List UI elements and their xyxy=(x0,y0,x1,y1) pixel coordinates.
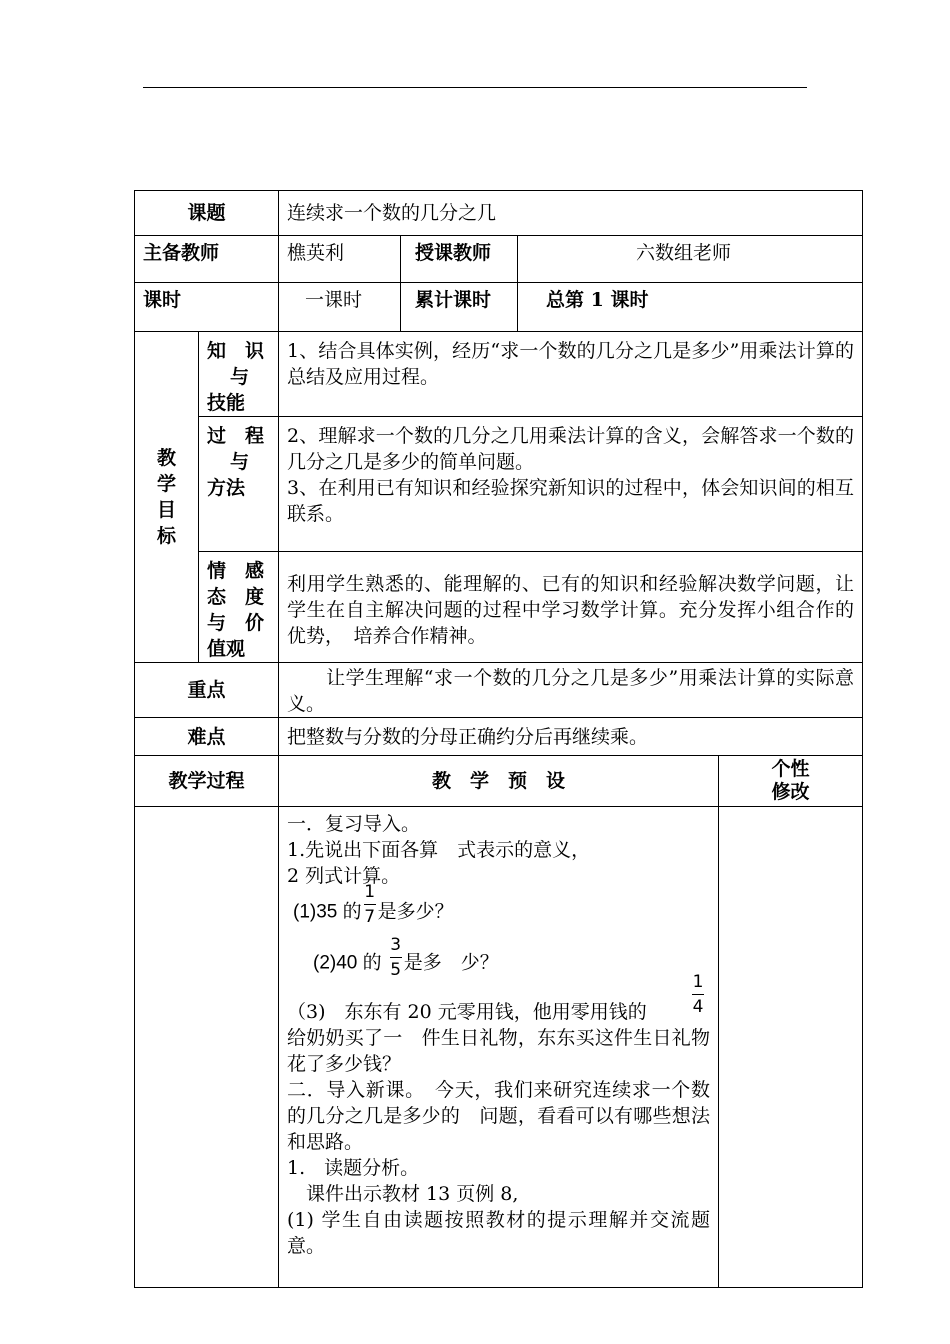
goal-row-knowledge xyxy=(135,332,863,417)
goal-sub-line: 与 xyxy=(230,451,250,473)
goal-text-process xyxy=(279,417,863,552)
goal-sub-line: 与 价 xyxy=(207,612,265,634)
goal-text-line: 2、理解求一个数的几分之几用乘法计算的含义，会解答求一个数的几分之几是多少的简单问题。 xyxy=(287,425,855,473)
process-line: 一．复习导入。 xyxy=(287,813,421,835)
process-header-row xyxy=(135,756,863,807)
question-2-suffix: 是多 少？ xyxy=(403,951,499,974)
personal-modify-cell xyxy=(719,807,863,1288)
goals-label-char: 目 xyxy=(156,499,176,521)
lesson-plan-table xyxy=(134,190,863,1288)
design-label: 教 学 预 设 xyxy=(279,756,719,807)
question-1 xyxy=(287,882,710,934)
goal-sub-line: 与 xyxy=(230,366,250,388)
difficulty-row xyxy=(135,718,863,756)
difficulty-label: 难点 xyxy=(135,718,279,756)
topic-label: 课题 xyxy=(135,191,279,236)
process-body-row xyxy=(135,807,863,1288)
process-line: (1) 学生自由读题按照教材的提示理解并交流题意。 xyxy=(287,1209,711,1257)
goal-text-knowledge: 1、结合具体实例，经历“求一个数的几分之几是多少”用乘法计算的总结及应用过程。 xyxy=(279,332,863,417)
fraction-1-7 xyxy=(364,883,376,926)
key-point-row xyxy=(135,663,863,718)
goal-sub-line: 过 程 xyxy=(207,425,265,447)
question-3-line: （3) 东东有 20 元零用钱，他用零用钱的 xyxy=(287,1001,647,1023)
fraction-numerator: 3 xyxy=(390,935,402,955)
goal-sub-line: 值观 xyxy=(207,638,246,660)
question-2 xyxy=(287,935,710,985)
topic-value: 连续求一个数的几分之几 xyxy=(279,191,863,236)
difficulty-text: 把整数与分数的分母正确约分后再继续乘。 xyxy=(279,718,863,756)
teaching-teacher-label: 授课教师 xyxy=(401,236,518,283)
main-teacher-value: 樵英利 xyxy=(279,236,401,283)
goal-sub-line: 技能 xyxy=(207,392,246,414)
goal-row-process xyxy=(135,417,863,552)
goal-sub-line: 知 识 xyxy=(207,340,265,362)
goal-sub-process xyxy=(199,417,279,552)
personal-modify-label xyxy=(719,756,863,807)
goals-label-char: 学 xyxy=(156,473,176,495)
fraction-denominator: 4 xyxy=(692,997,704,1017)
teaching-teacher-value: 六数组老师 xyxy=(518,236,863,283)
fraction-1-4 xyxy=(692,973,704,1016)
process-line: 2 列式计算。 xyxy=(287,865,401,887)
question-1-prefix: (1)35 的 xyxy=(293,901,362,923)
process-left-cell xyxy=(135,807,279,1288)
hours-label: 课时 xyxy=(135,283,279,332)
goals-label-char: 教 xyxy=(156,447,176,469)
question-1-suffix: 是多少？ xyxy=(377,900,454,923)
goal-text-attitude: 利用学生熟悉的、能理解的、已有的知识和经验解决数学问题，让学生在自主解决问题的过程中学习数学计算。充分发挥小组合作的优势， 培养合作精神。 xyxy=(279,552,863,663)
personal-modify-line: 修改 xyxy=(771,781,810,803)
goals-label-char: 标 xyxy=(156,525,176,547)
process-line: 1. 读题分析。 xyxy=(287,1157,420,1179)
question-3 xyxy=(287,972,711,1077)
goal-row-attitude xyxy=(135,552,863,663)
goals-label xyxy=(135,332,199,663)
key-point-label: 重点 xyxy=(135,663,279,718)
goal-sub-knowledge xyxy=(199,332,279,417)
key-point-text: 让学生理解“求一个数的几分之几是多少”用乘法计算的实际意义。 xyxy=(279,663,863,718)
hours-row xyxy=(135,283,863,332)
fraction-denominator: 7 xyxy=(364,907,376,927)
cumulative-hours-label: 累计课时 xyxy=(401,283,518,332)
fraction-denominator: 5 xyxy=(390,960,402,980)
process-line: 课件出示教材 13 页例 8, xyxy=(287,1183,519,1205)
fraction-3-5 xyxy=(390,936,402,979)
personal-modify-line: 个性 xyxy=(771,758,810,780)
process-content xyxy=(279,807,719,1288)
fraction-numerator: 1 xyxy=(364,882,376,902)
cumulative-hours-value: 总第 1 课时 xyxy=(518,283,863,332)
topic-row xyxy=(135,191,863,236)
goal-sub-line: 方法 xyxy=(207,477,246,499)
goal-sub-line: 态 度 xyxy=(207,586,265,608)
process-line: 1.先说出下面各算 式表示的意义， xyxy=(287,839,591,861)
teacher-row xyxy=(135,236,863,283)
header-rule xyxy=(143,87,807,88)
goal-text-line: 3、在利用已有知识和经验探究新知识的过程中，体会知识间的相互联系。 xyxy=(287,477,855,525)
goal-sub-line: 情 感 xyxy=(207,560,265,582)
goal-sub-attitude xyxy=(199,552,279,663)
process-label: 教学过程 xyxy=(135,756,279,807)
question-2-prefix: (2)40 的 xyxy=(313,952,382,974)
question-3-line: 给奶奶买了一 件生日礼物，东东买这件生日礼物花了多少钱？ xyxy=(287,1027,711,1075)
main-teacher-label: 主备教师 xyxy=(135,236,279,283)
process-line: 二．导入新课。 今天，我们来研究连续求一个数的几分之几是多少的 问题，看看可以有哪些想法和思路。 xyxy=(287,1079,711,1153)
fraction-numerator: 1 xyxy=(692,972,704,992)
hours-value: 一课时 xyxy=(279,283,401,332)
